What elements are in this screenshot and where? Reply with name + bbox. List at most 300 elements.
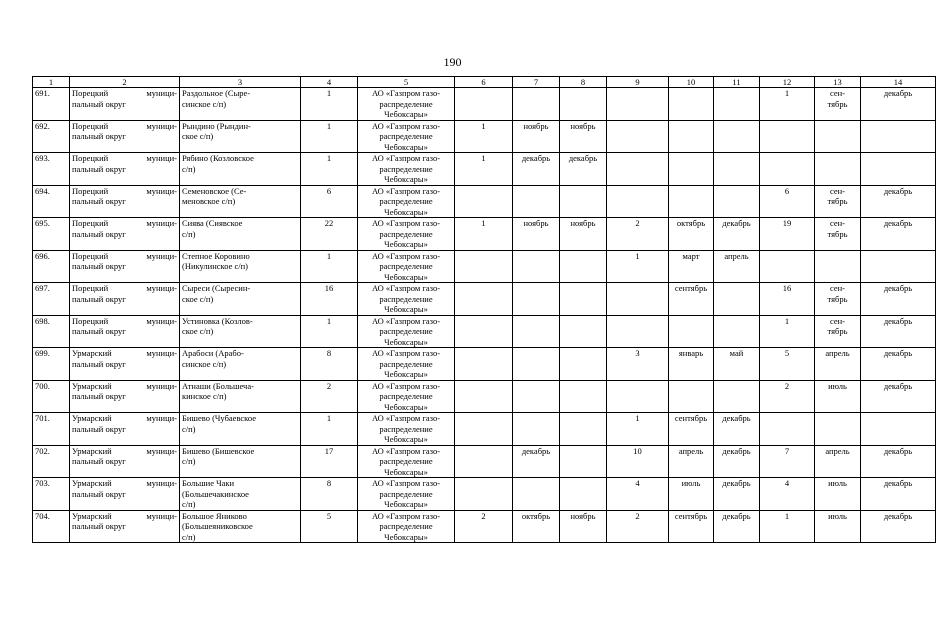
table-body [33,88,936,543]
district-cell [70,413,180,446]
col11-month-cell [714,120,760,153]
col13-month-cell [815,445,861,478]
district-cell [70,283,180,316]
settlement-cell [180,218,301,251]
district-line: пальный округ [72,293,126,304]
col10-month-cell [669,315,714,348]
col7-month-cell [513,250,560,283]
row-number-cell: 691. [33,88,70,121]
col11-month-cell [714,185,760,218]
settlement-cell [180,380,301,413]
settlement-line: (Большеяниковское [182,521,253,531]
district-line-part: муници- [146,153,177,163]
organization-line: Чебоксары» [384,466,428,477]
district-line [72,348,177,359]
organization-line: Чебоксары» [384,304,428,314]
district-cell [70,218,180,251]
organization-line: распределение [379,196,433,206]
district-line: пальный округ [72,163,126,174]
organization-line: Чебоксары» [384,109,428,119]
district-line-part: Порецкий [72,120,109,131]
column-header-9: 9 [607,77,669,88]
col11-month-cell: декабрь [714,218,760,251]
column-header-14: 14 [861,77,936,88]
organization-line: АО «Газпром газо- [371,120,441,131]
col13-month-line: сен- [829,283,846,293]
col13-month-cell [815,218,861,251]
district-line [72,121,177,132]
district-cell [70,153,180,186]
col13-month-line: сен- [829,218,846,228]
organization-line: Чебоксары» [384,531,428,542]
col13-month-cell [815,283,861,316]
settlement-line: Бишево (Чубаевское [182,413,257,423]
col8-month-cell [560,478,607,511]
district-line-part: муници- [146,185,177,196]
organization-line: распределение [379,521,433,531]
district-line [72,88,177,99]
total-count-cell: 1 [301,120,358,153]
col14-month-cell: декабрь [861,478,936,511]
total-count-cell: 1 [301,413,358,446]
col7-month-cell [513,88,560,121]
district-line: пальный округ [72,423,126,434]
col7-month-cell: ноябрь [513,218,560,251]
district-line-part: муници- [146,348,177,358]
table-row [33,153,936,186]
organization-line: АО «Газпром газо- [371,185,441,196]
col8-month-cell [560,348,607,381]
col10-month-cell: сентябрь [669,413,714,446]
organization-line: Чебоксары» [384,206,428,217]
table-row [33,445,936,478]
col8-month-cell: ноябрь [560,120,607,153]
settlement-line: Раздольное (Сыре- [182,88,251,98]
district-cell [70,185,180,218]
col14-month-cell: декабрь [861,185,936,218]
column-header-13: 13 [815,77,861,88]
total-count-cell: 16 [301,283,358,316]
col11-month-cell: декабрь [714,445,760,478]
row-number-cell: 702. [33,445,70,478]
organization-cell [358,413,455,446]
district-line-part: муници- [146,413,177,423]
settlement-line: синское с/п) [182,98,227,109]
organization-line: распределение [379,261,433,271]
col13-month-cell [815,510,861,543]
column-header-1: 1 [33,77,70,88]
col10-month-cell: март [669,250,714,283]
organization-cell [358,185,455,218]
organization-line: АО «Газпром газо- [371,153,441,163]
col11-month-cell [714,283,760,316]
col12-count-cell: 1 [760,510,815,543]
col12-count-cell: 2 [760,380,815,413]
settlement-line: ское с/п) [182,326,214,336]
district-line [72,446,177,457]
district-line-part: Порецкий [72,315,109,326]
organization-line: распределение [379,391,433,401]
organization-cell [358,88,455,121]
organization-line: распределение [379,326,433,336]
district-line-part: муници- [146,120,177,131]
settlement-line: Степное Коровино [182,250,250,261]
col10-month-cell: апрель [669,445,714,478]
col8-month-cell [560,250,607,283]
organization-line: Чебоксары» [384,434,428,444]
organization-line: Чебоксары» [384,141,428,152]
col7-month-cell [513,348,560,381]
settlement-line: Сиява (Сиявское [182,218,243,228]
organization-line: АО «Газпром газо- [371,283,441,293]
col10-month-cell [669,120,714,153]
col9-count-cell [607,315,669,348]
col14-month-cell: декабрь [861,315,936,348]
total-count-cell: 8 [301,478,358,511]
col11-month-cell [714,315,760,348]
district-line-part: муници- [146,218,177,228]
district-line-part: муници- [146,250,177,261]
col8-month-cell [560,315,607,348]
organization-line: АО «Газпром газо- [371,250,441,261]
col13-month-line: апрель [825,348,850,358]
col7-month-cell [513,283,560,316]
col10-month-cell: январь [669,348,714,381]
district-line: пальный округ [72,391,126,401]
col9-count-cell: 2 [607,510,669,543]
col9-count-cell: 10 [607,445,669,478]
organization-line: Чебоксары» [384,336,428,347]
settlement-line: Большое Яниково [182,510,247,521]
col6-count-cell [455,185,513,218]
col13-month-cell [815,120,861,153]
district-line: пальный округ [72,196,126,206]
total-count-cell: 2 [301,380,358,413]
row-number-cell: 704. [33,510,70,543]
col12-count-cell: 6 [760,185,815,218]
settlement-line: с/п) [182,499,196,509]
col12-count-cell [760,120,815,153]
col8-month-cell: декабрь [560,153,607,186]
settlement-line: ское с/п) [182,293,214,304]
col10-month-cell: июль [669,478,714,511]
organization-line: распределение [379,163,433,174]
col11-month-cell: декабрь [714,413,760,446]
col12-count-cell: 5 [760,348,815,381]
settlement-cell [180,413,301,446]
col9-count-cell [607,120,669,153]
col13-month-line: тябрь [827,293,848,304]
col6-count-cell [455,380,513,413]
col12-count-cell: 1 [760,88,815,121]
col11-month-cell [714,380,760,413]
organization-cell [358,380,455,413]
district-line: пальный округ [72,131,126,141]
col13-month-cell [815,153,861,186]
district-line-part: Урмарский [72,413,112,423]
district-line-part: Порецкий [72,218,109,228]
col14-month-cell [861,250,936,283]
total-count-cell: 8 [301,348,358,381]
col13-month-line: июль [828,478,847,488]
col9-count-cell: 3 [607,348,669,381]
col14-month-cell: декабрь [861,380,936,413]
col14-month-cell: декабрь [861,510,936,543]
district-line [72,251,177,262]
table-row [33,218,936,251]
col11-month-cell: апрель [714,250,760,283]
settlement-line: с/п) [182,531,196,542]
col13-month-cell [815,478,861,511]
settlement-cell [180,153,301,186]
district-line [72,478,177,489]
organization-line: распределение [379,488,433,499]
district-line [72,218,177,229]
row-number-cell: 692. [33,120,70,153]
col9-count-cell [607,283,669,316]
total-count-cell: 1 [301,153,358,186]
col6-count-cell [455,88,513,121]
col6-count-cell [455,348,513,381]
district-line-part: Урмарский [72,478,112,488]
col12-count-cell: 16 [760,283,815,316]
district-line-part: муници- [146,380,177,391]
settlement-line: кинское с/п) [182,391,227,401]
district-line-part: Порецкий [72,153,109,163]
district-line [72,283,177,294]
organization-line: АО «Газпром газо- [371,348,441,358]
col8-month-cell [560,413,607,446]
organization-cell [358,250,455,283]
col14-month-cell: декабрь [861,218,936,251]
settlement-line: меновское с/п) [182,196,236,206]
col14-month-cell [861,413,936,446]
district-cell [70,315,180,348]
organization-line: Чебоксары» [384,271,428,282]
district-cell [70,250,180,283]
col13-month-cell [815,315,861,348]
organization-line: АО «Газпром газо- [371,445,441,456]
total-count-cell: 6 [301,185,358,218]
col6-count-cell: 1 [455,218,513,251]
total-count-cell: 17 [301,445,358,478]
organization-line: АО «Газпром газо- [371,88,441,98]
col9-count-cell: 1 [607,413,669,446]
col13-month-line: тябрь [827,196,848,206]
col7-month-cell [513,380,560,413]
col11-month-cell: декабрь [714,510,760,543]
district-line-part: Урмарский [72,348,112,358]
row-number-cell: 695. [33,218,70,251]
district-cell [70,478,180,511]
column-header-8: 8 [560,77,607,88]
col13-month-line: июль [828,510,847,521]
row-number-cell: 701. [33,413,70,446]
page-number: 190 [443,55,462,69]
col7-month-cell: ноябрь [513,120,560,153]
settlement-cell [180,88,301,121]
col12-count-cell [760,153,815,186]
col7-month-cell: октябрь [513,510,560,543]
district-line: пальный округ [72,98,126,109]
district-line-part: муници- [146,445,177,456]
organization-line: распределение [379,228,433,239]
district-line-part: Порецкий [72,250,109,261]
district-line: пальный округ [72,228,126,239]
col10-month-cell [669,153,714,186]
col9-count-cell: 1 [607,250,669,283]
organization-line: АО «Газпром газо- [371,315,441,326]
col13-month-cell [815,413,861,446]
organization-line: распределение [379,131,433,141]
total-count-cell: 22 [301,218,358,251]
col6-count-cell [455,250,513,283]
district-cell [70,380,180,413]
col6-count-cell [455,315,513,348]
col14-month-cell: декабрь [861,445,936,478]
settlement-line: с/п) [182,423,196,434]
col9-count-cell [607,185,669,218]
district-line [72,381,177,392]
district-cell [70,88,180,121]
col8-month-cell [560,185,607,218]
organization-line: АО «Газпром газо- [371,380,441,391]
organization-cell [358,348,455,381]
table-row [33,283,936,316]
col6-count-cell: 2 [455,510,513,543]
district-cell [70,510,180,543]
district-line-part: муници- [146,478,177,488]
col7-month-cell [513,185,560,218]
organization-line: распределение [379,423,433,434]
col12-count-cell [760,413,815,446]
district-line: пальный округ [72,358,126,369]
col13-month-line: сен- [829,185,846,196]
settlement-line: Арабоси (Арабо- [182,348,244,358]
col12-count-cell: 4 [760,478,815,511]
column-header-12: 12 [760,77,815,88]
organization-line: Чебоксары» [384,174,428,184]
col8-month-cell: ноябрь [560,510,607,543]
settlement-cell [180,283,301,316]
organization-line: АО «Газпром газо- [371,413,441,423]
col10-month-cell [669,88,714,121]
organization-line: Чебоксары» [384,499,428,509]
organization-cell [358,283,455,316]
gasification-table [32,76,936,543]
settlement-line: ское с/п) [182,131,214,141]
col7-month-cell: декабрь [513,153,560,186]
organization-cell [358,510,455,543]
col11-month-cell: май [714,348,760,381]
settlement-line: Устиновка (Козлов- [182,315,253,326]
col12-count-cell: 1 [760,315,815,348]
col8-month-cell: ноябрь [560,218,607,251]
district-line-part: Порецкий [72,185,109,196]
row-number-cell: 698. [33,315,70,348]
col13-month-line: тябрь [827,228,848,239]
column-header-2: 2 [70,77,180,88]
col8-month-cell [560,445,607,478]
settlement-cell [180,348,301,381]
col14-month-cell [861,120,936,153]
settlement-line: Бишево (Бишевское [182,445,255,456]
settlement-line: Атнаши (Большеча- [182,380,254,391]
settlement-line: (Никулинское с/п) [182,261,248,271]
table-row [33,315,936,348]
district-line-part: Порецкий [72,283,109,293]
col6-count-cell: 1 [455,153,513,186]
district-line: пальный округ [72,488,126,499]
table-row [33,88,936,121]
col6-count-cell [455,413,513,446]
table-row [33,380,936,413]
organization-cell [358,478,455,511]
row-number-cell: 693. [33,153,70,186]
col13-month-cell [815,250,861,283]
table-row [33,510,936,543]
col10-month-cell: сентябрь [669,283,714,316]
col8-month-cell [560,283,607,316]
organization-line: АО «Газпром газо- [371,510,441,521]
table-row [33,250,936,283]
district-line-part: муници- [146,315,177,326]
settlement-line: Большие Чаки [182,478,235,488]
settlement-cell [180,250,301,283]
organization-cell [358,445,455,478]
col10-month-cell: сентябрь [669,510,714,543]
col9-count-cell [607,88,669,121]
row-number-cell: 700. [33,380,70,413]
col13-month-cell [815,380,861,413]
settlement-line: с/п) [182,456,196,466]
col13-month-cell [815,185,861,218]
organization-line: АО «Газпром газо- [371,218,441,228]
col13-month-line: июль [828,380,847,391]
district-line [72,511,177,522]
col7-month-cell: декабрь [513,445,560,478]
table-row [33,185,936,218]
settlement-line: с/п) [182,228,196,239]
header-row [33,77,936,88]
organization-cell [358,315,455,348]
settlement-cell [180,510,301,543]
col14-month-cell: декабрь [861,348,936,381]
col6-count-cell [455,283,513,316]
col13-month-line: сен- [829,88,846,98]
row-number-cell: 697. [33,283,70,316]
table-row [33,348,936,381]
col9-count-cell: 2 [607,218,669,251]
organization-line: распределение [379,98,433,109]
total-count-cell: 1 [301,250,358,283]
row-number-cell: 699. [33,348,70,381]
settlement-cell [180,185,301,218]
district-line-part: Порецкий [72,88,109,98]
col13-month-cell [815,88,861,121]
col6-count-cell: 1 [455,120,513,153]
organization-cell [358,218,455,251]
settlement-line: синское с/п) [182,358,227,369]
district-line [72,186,177,197]
district-line-part: Урмарский [72,445,112,456]
col7-month-cell [513,413,560,446]
col10-month-cell [669,185,714,218]
column-header-4: 4 [301,77,358,88]
district-cell [70,348,180,381]
col13-month-line: тябрь [827,326,848,336]
col11-month-cell: декабрь [714,478,760,511]
